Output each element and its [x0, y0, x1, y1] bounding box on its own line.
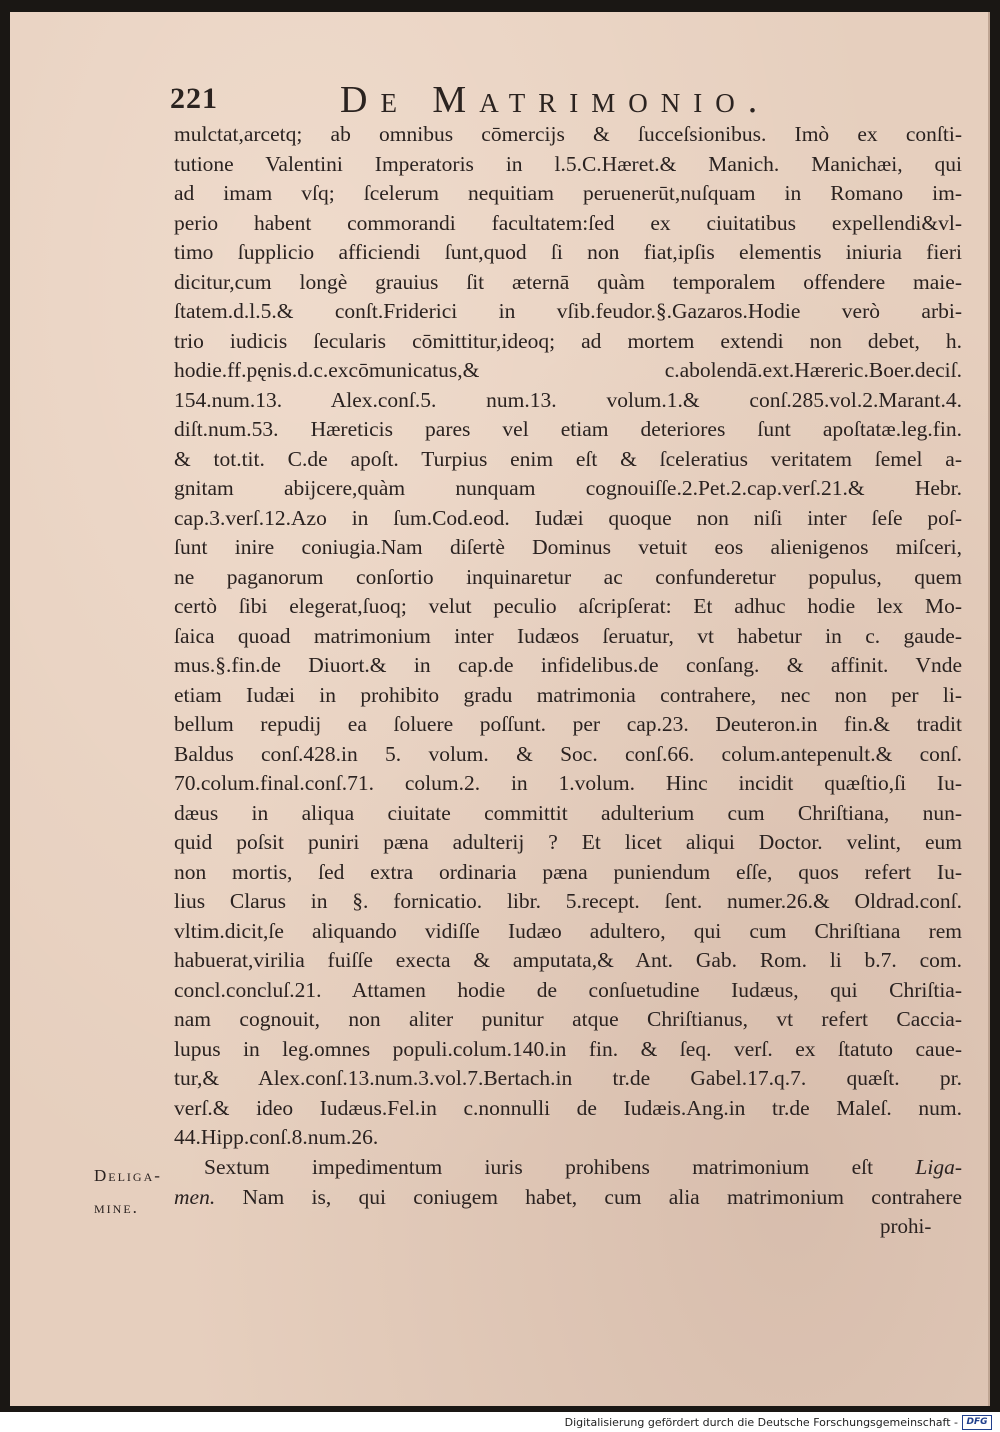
text-line: hodie.ff.pęnis.d.c.excōmunicatus,& c.abolendā.ext.Hæreric.Boer.deciſ. [174, 358, 962, 382]
text-line: vltim.dicit,ſe aliquando vidiſſe Iudæo adultero, qui cum Chriſtiana rem [174, 918, 962, 943]
text-line: etiam Iudæi in prohibito gradu matrimonia contrahere, nec non per li- [174, 682, 962, 707]
text-line: timo ſupplicio afficiendi ſunt,quod ſi non fiat,ipſis elementis iniuria fieri [174, 240, 962, 264]
text-line: non mortis, ſed extra ordinaria pæna puniendum eſſe, quos refert Iu- [174, 859, 962, 884]
funding-credit: Digitalisierung gefördert durch die Deutsche Forschungsgemeinschaft - [564, 1415, 958, 1429]
running-title: De Matrimonio. [340, 79, 771, 121]
section-term: men. [174, 1185, 216, 1209]
text-line: nam cognouit, non aliter punitur atque Chriſtianus, vt refert Caccia- [174, 1007, 962, 1031]
section-first-line [174, 1152, 962, 1182]
text-line: lius Clarus in §. fornicatio. libr. 5.recept. ſent. numer.26.& Oldrad.conſ. [174, 889, 962, 913]
margin-note-line: Deliga- [94, 1166, 162, 1185]
text-line: ſtatem.d.l.5.& conſt.Friderici in vſib.feudor.§.Gazaros.Hodie verò arbi- [174, 299, 962, 323]
text-line: ad imam vſq; ſcelerum nequitiam peruenerūt,nuſquam in Romano im- [174, 181, 962, 205]
text-line: cap.3.verſ.12.Azo in ſum.Cod.eod. Iudæi quoque non niſi inter ſeſe poſ- [174, 505, 962, 530]
text-line: dæus in aliqua ciuitate committit adulterium cum Chriſtiana, nun- [174, 800, 962, 825]
text-line: & tot.tit. C.de apoſt. Turpius enim eſt & ſceleratius veritatem ſemel a- [174, 446, 962, 471]
text-line: gnitam abijcere,quàm nunquam cognouiſſe.2.Pet.2.cap.verſ.21.& Hebr. [174, 476, 962, 500]
text-line: ne paganorum conſortio inquinaretur ac confunderetur populus, quem [174, 564, 962, 589]
text-line: 70.colum.final.conſ.71. colum.2. in 1.volum. Hinc incidit quæſtio,ſi Iu- [174, 771, 962, 795]
text-line: habuerat,virilia fuiſſe execta & amputata,& Ant. Gab. Rom. li b.7. com. [174, 948, 962, 972]
text-line: trio iudicis ſecularis cōmittitur,ideoq; ad mortem extendi non debet, h. [174, 328, 962, 353]
text-line: 44.Hipp.conſ.8.num.26. [174, 1125, 379, 1149]
section-term: Liga- [915, 1155, 962, 1179]
page-header [170, 78, 970, 121]
margin-note-line: mine. [94, 1198, 139, 1217]
text-line: mulctat,arcetq; ab omnibus cōmercijs & ſucceſsionibus. Imò ex conſti- [174, 122, 962, 146]
page-number: 221 [170, 82, 218, 115]
text-line: bellum repudij ea ſoluere poſſunt. per cap.23. Deuteron.in fin.& tradit [174, 712, 962, 736]
dfg-logo: DFG [962, 1415, 992, 1430]
text-line: diſt.num.53. Hæreticis pares vel etiam deteriores ſunt apoſtatæ.leg.fin. [174, 417, 962, 441]
body-text [174, 120, 962, 1153]
text-line: ſunt inire coniugia.Nam diſertè Dominus vetuit eos alienigenos miſceri, [174, 535, 962, 559]
text-line: perio habent commorandi facultatem:ſed ex ciuitatibus expellendi&vl- [174, 210, 962, 235]
section-text: Nam is, qui coniugem habet, cum alia matrimonium contrahere [215, 1185, 962, 1209]
section-second-line [174, 1182, 962, 1212]
text-line: dicitur,cum longè grauius ſit æternā quàm temporalem offendere maie- [174, 269, 962, 294]
text-line: quid poſsit puniri pæna adulterij ? Et licet aliqui Doctor. velint, eum [174, 830, 962, 854]
text-line: 154.num.13. Alex.conſ.5. num.13. volum.1.& conſ.285.vol.2.Marant.4. [174, 387, 962, 412]
text-line: concl.concluſ.21. Attamen hodie de conſuetudine Iudæus, qui Chriſtia- [174, 977, 962, 1002]
text-line: tutione Valentini Imperatoris in l.5.C.Hæret.& Manich. Manichæi, qui [174, 151, 962, 176]
text-line: lupus in leg.omnes populi.colum.140.in fin. & ſeq. verſ. ex ſtatuto caue- [174, 1036, 962, 1061]
text-line: verſ.& ideo Iudæus.Fel.in c.nonnulli de Iudæis.Ang.in tr.de Maleſ. num. [174, 1095, 962, 1120]
text-line: Baldus conſ.428.in 5. volum. & Soc. conſ.66. colum.antepenult.& conſ. [174, 741, 962, 766]
text-line: certò ſibi elegerat,ſuoq; velut peculio aſcripſerat: Et adhuc hodie lex Mo- [174, 594, 962, 618]
footer [565, 1414, 992, 1430]
catchword: prohi- [880, 1214, 932, 1238]
section-text: Sextum impedimentum iuris prohibens matrimonium eſt [204, 1155, 916, 1179]
text-line: mus.§.fin.de Diuort.& in cap.de infidelibus.de conſang. & affinit. Vnde [174, 653, 962, 677]
text-line: tur,& Alex.conſ.13.num.3.vol.7.Bertach.in tr.de Gabel.17.q.7. quæſt. pr. [174, 1066, 962, 1090]
text-line: ſaica quoad matrimonium inter Iudæos ſeruatur, vt habetur in c. gaude- [174, 623, 962, 648]
margin-note [94, 1160, 174, 1224]
